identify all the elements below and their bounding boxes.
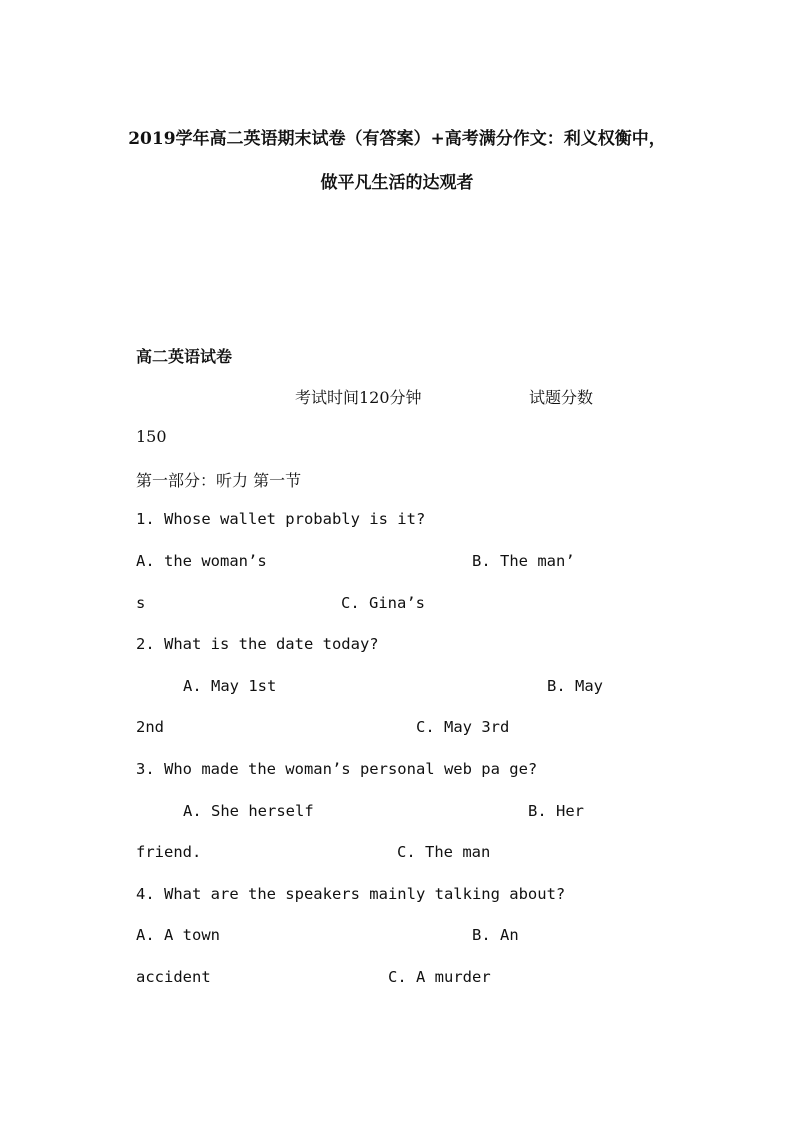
question-2-option-b-wrap: 2nd — [136, 718, 164, 736]
question-1-option-b-wrap: s — [136, 594, 146, 612]
document-title-line-2: 做平凡生活的达观者 — [320, 173, 474, 193]
question-3-option-b-wrap: friend. — [136, 843, 202, 861]
exam-time-label: 考试时间120分钟 — [295, 388, 422, 407]
exam-score-label: 试题分数 — [529, 388, 594, 407]
question-3-option-b: B. Her — [528, 802, 584, 820]
question-3-option-c: C. The man — [397, 843, 491, 861]
document-title-line-1: 2019学年高二英语期末试卷（有答案）+高考满分作文：利义权衡中， — [128, 129, 666, 149]
question-4-option-c: C. A murder — [388, 968, 491, 986]
question-2-option-c: C. May 3rd — [416, 718, 510, 736]
exam-heading: 高二英语试卷 — [136, 347, 233, 366]
question-4-option-b: B. An — [472, 926, 519, 944]
question-1-option-b: B. The man’ — [472, 552, 575, 570]
question-3-option-a: A. She herself — [183, 802, 314, 820]
question-2-option-b: B. May — [547, 677, 603, 695]
question-4: 4. What are the speakers mainly talking about? — [136, 885, 566, 903]
question-3: 3. Who made the woman’s personal web pa ge? — [136, 760, 538, 778]
question-4-option-b-wrap: accident — [136, 968, 211, 986]
section-label: 第一部分：听力 第一节 — [136, 471, 302, 490]
question-4-option-a: A. A town — [136, 926, 220, 944]
question-2-option-a: A. May 1st — [183, 677, 277, 695]
question-1-option-a: A. the woman’s — [136, 552, 267, 570]
question-1: 1. Whose wallet probably is it? — [136, 510, 426, 528]
question-2: 2. What is the date today? — [136, 635, 379, 653]
question-1-option-c: C. Gina’s — [341, 594, 425, 612]
exam-score-value: 150 — [136, 427, 167, 446]
